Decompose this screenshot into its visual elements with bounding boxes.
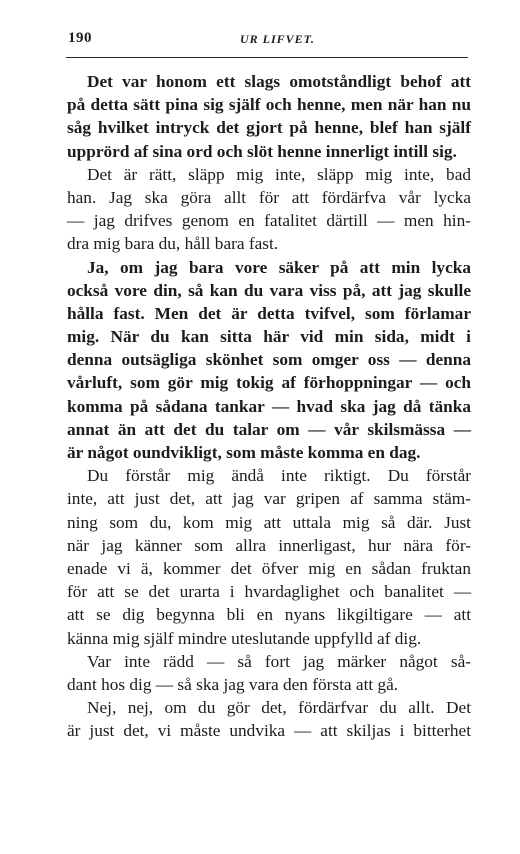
paragraph — [67, 256, 471, 465]
text-line: hålla fast. Men det är detta tvifvel, som förlamar — [67, 303, 471, 323]
header-rule — [66, 57, 468, 58]
paragraph — [67, 650, 471, 696]
text-line: annat än att det du talar om — vår skilsmässa — — [67, 419, 471, 439]
page-number: 190 — [68, 30, 92, 46]
paragraph — [67, 464, 471, 650]
text-line: denna outsägliga skönhet som omger oss — denna — [67, 350, 471, 370]
text-line: på detta sätt pina sig själf och henne, men när han nu — [67, 95, 471, 115]
text-line: dra mig bara du, håll bara fast. — [67, 234, 279, 254]
text-line: komma på sådana tankar — hvad ska jag då tänka — [67, 396, 471, 416]
text-line: Var inte rädd — så fort jag märker något så- — [87, 651, 471, 671]
text-line: — jag drifves genom en fatalitet därtill — men hin- — [67, 211, 471, 231]
text-line: han. Jag ska göra allt för att fördärfva vår lycka — [67, 187, 471, 207]
text-line: Du förstår mig ändå inte riktigt. Du förstår — [87, 466, 471, 486]
text-line: är något oundvikligt, som måste komma en dag. — [67, 443, 421, 462]
paragraph — [67, 163, 471, 256]
text-line: är just det, vi måste undvika — att skiljas i bitterhet — [67, 721, 471, 741]
text-line: vårluft, som gör mig tokig af förhoppningar — och — [67, 373, 471, 393]
body-text — [67, 70, 471, 742]
paragraph — [67, 696, 471, 742]
running-head: UR LIFVET. — [240, 32, 315, 46]
text-line: upprörd af sina ord och slöt henne innerligt intill sig. — [67, 141, 457, 161]
text-line: när jag känner som allra innerligast, hur nära för- — [67, 535, 471, 555]
text-line: dant hos dig — så ska jag vara den första att gå. — [67, 674, 399, 694]
text-line: inte, att just det, att jag var gripen af samma stäm- — [67, 489, 471, 509]
text-line: Det var honom ett slags omotståndligt behof att — [87, 72, 471, 91]
text-line: såg hvilket intryck det gjort på henne, blef han själf — [67, 118, 471, 138]
text-line: enade vi ä, kommer det öfver mig en sådan fruktan — [67, 558, 471, 578]
text-line: ning som du, kom mig att uttala mig så där. Just — [67, 512, 471, 532]
text-line: för att se det urarta i hvardaglighet och banalitet — — [67, 582, 471, 602]
paragraph — [67, 70, 471, 163]
text-line: mig. När du kan sitta här vid min sida, midt i — [67, 327, 471, 347]
text-line: att se dig begynna bli en nyans likgiltigare — att — [67, 605, 471, 625]
text-line: känna mig själf mindre uteslutande uppfylld af dig. — [67, 628, 422, 648]
text-line: Det är rätt, släpp mig inte, släpp mig inte, bad — [87, 164, 471, 184]
text-line: också vore din, så kan du vara viss på, att jag skulle — [67, 280, 471, 300]
text-line: Ja, om jag bara vore säker på att min lycka — [87, 257, 471, 277]
text-line: Nej, nej, om du gör det, fördärfvar du allt. Det — [87, 698, 471, 718]
